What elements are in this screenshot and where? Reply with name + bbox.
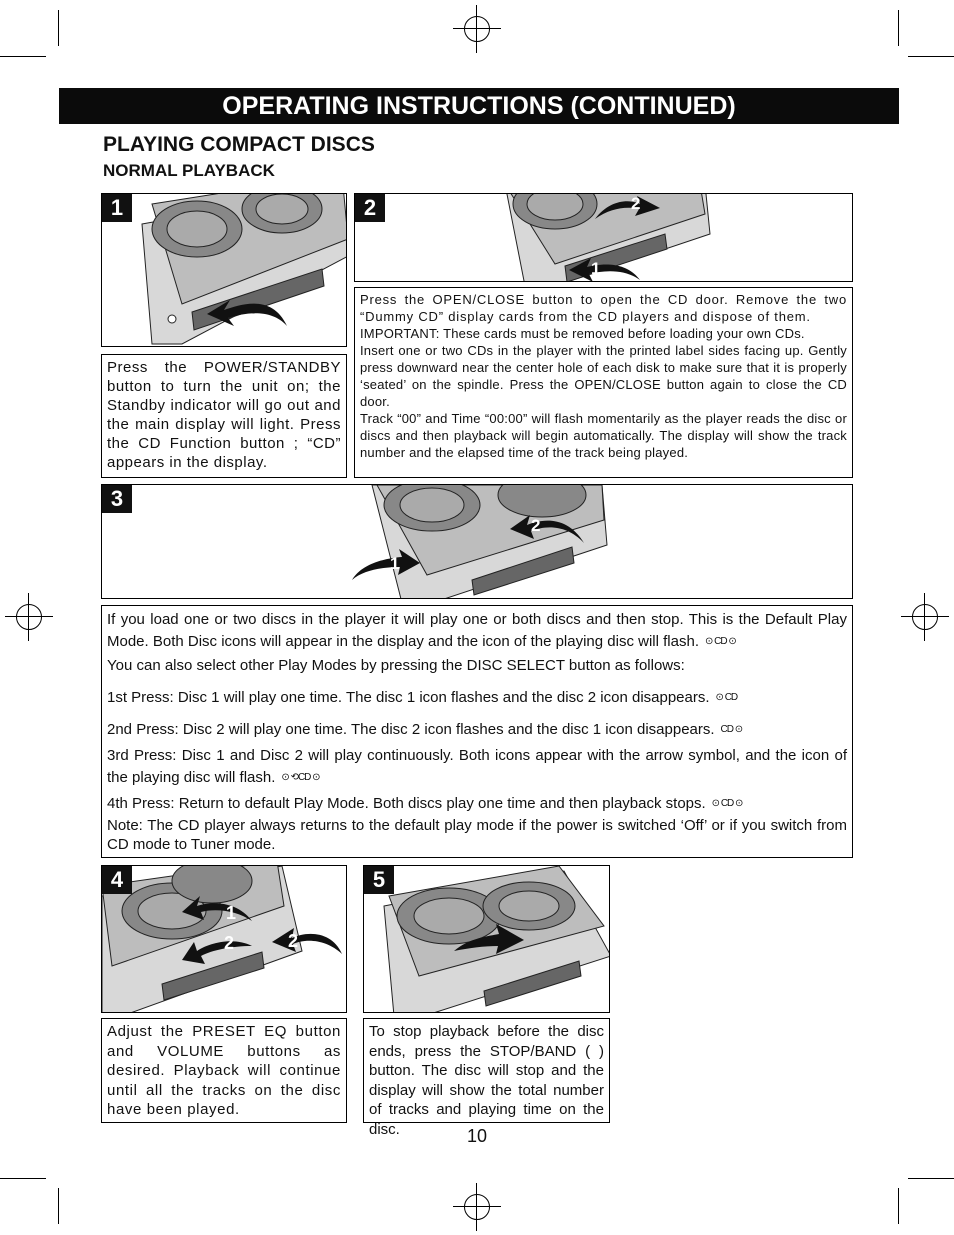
step4-text-box bbox=[101, 1018, 347, 1123]
play-mode-intro: You can also select other Play Modes by pressing the DISC SELECT button as follows: bbox=[107, 657, 685, 674]
step3-illustration bbox=[101, 484, 853, 599]
callout-1: 1 bbox=[591, 259, 601, 278]
disc-both-icon: ⊙ CD ⊙ bbox=[711, 798, 743, 809]
step2-illustration bbox=[354, 193, 853, 282]
step2-para-1: Press the OPEN/CLOSE button to open the CD door. Remove the two “Dummy CD” display cards from the CD players and dispose of them. bbox=[360, 292, 847, 324]
step1-text: Press the POWER/STANDBY button to turn the unit on; the Standby indicator will go out and the main display will light. Press the CD Function button ; “CD” appears in the display. bbox=[107, 359, 341, 471]
callout-2: 2 bbox=[288, 931, 299, 951]
step-number: 5 bbox=[364, 866, 394, 894]
disc-repeat-icon: ⊙ ⟲CD ⊙ bbox=[281, 772, 320, 783]
step3-text-box bbox=[101, 605, 853, 858]
step4-text: Adjust the PRESET EQ button and VOLUME buttons as desired. Playback will continue until all the tracks on the disc have been played. bbox=[107, 1023, 341, 1118]
step1-text-box bbox=[101, 354, 347, 478]
page-number: 10 bbox=[466, 1126, 488, 1146]
section-subtitle: NORMAL PLAYBACK bbox=[103, 161, 275, 180]
callout-2: 2 bbox=[224, 933, 235, 953]
callout-2: 2 bbox=[531, 516, 541, 535]
section-title: PLAYING COMPACT DISCS bbox=[103, 133, 375, 156]
callout-1: 1 bbox=[226, 903, 237, 923]
step5-illustration bbox=[363, 865, 610, 1013]
play-mode-default: If you load one or two discs in the player it will play one or both discs and then stop. This is the Default Play Mode. Both Disc icons will appear in the display and the icon of the playing disc will flash. bbox=[107, 611, 847, 650]
step-number: 3 bbox=[102, 485, 132, 513]
step-number: 2 bbox=[355, 194, 385, 222]
cd-player-drawing bbox=[355, 194, 853, 282]
play-mode-second: 2nd Press: Disc 2 will play one time. The disc 2 icon flashes and the disc 1 icon disappears. bbox=[107, 721, 715, 738]
step-number: 1 bbox=[102, 194, 132, 222]
step2-text-box bbox=[354, 287, 853, 478]
disc2-icon: CD ⊙ bbox=[720, 724, 743, 735]
play-mode-third: 3rd Press: Disc 1 and Disc 2 will play continuously. Both icons appear with the arrow symbol, and the icon of the playing disc will flash. bbox=[107, 747, 847, 786]
cd-player-drawing bbox=[102, 194, 347, 347]
play-mode-fourth: 4th Press: Return to default Play Mode. Both discs play one time and then playback stops. bbox=[107, 795, 706, 812]
step5-text: To stop playback before the disc ends, press the STOP/BAND ( ) button. The disc will stop and the display will show the total number of tracks and playing time on the disc. bbox=[369, 1023, 604, 1138]
play-mode-first: 1st Press: Disc 1 will play one time. The disc 1 icon flashes and the disc 2 icon disappears. bbox=[107, 689, 710, 706]
step4-illustration bbox=[101, 865, 347, 1013]
cd-player-drawing bbox=[364, 866, 610, 1013]
step2-para-4: Track “00” and Time “00:00” will flash momentarily as the player reads the disc or discs and then playback will begin automatically. The display will show the track number and the elapsed time of the track being played. bbox=[360, 411, 847, 460]
step-number: 4 bbox=[102, 866, 132, 894]
step2-para-3: Insert one or two CDs in the player with the printed label sides facing up. Gently press downward near the center hole of each disk to make sure that it is properly ‘seated’ on the spindle. Press the OPEN/CLOSE button again to close the CD door. bbox=[360, 343, 847, 409]
step1-illustration bbox=[101, 193, 347, 347]
play-mode-note: Note: The CD player always returns to the default play mode if the power is switched ‘Off’ or if you switch from CD mode to Tuner mode. bbox=[107, 817, 847, 853]
step2-para-2: IMPORTANT: These cards must be removed before loading your own CDs. bbox=[360, 326, 805, 341]
disc-both-icon: ⊙ CD ⊙ bbox=[704, 636, 736, 647]
disc1-icon: ⊙ CD bbox=[715, 692, 738, 703]
callout-2: 2 bbox=[631, 194, 641, 213]
cd-player-drawing bbox=[102, 485, 853, 599]
page-banner: OPERATING INSTRUCTIONS (CONTINUED) bbox=[59, 88, 899, 124]
callout-1: 1 bbox=[390, 554, 400, 573]
